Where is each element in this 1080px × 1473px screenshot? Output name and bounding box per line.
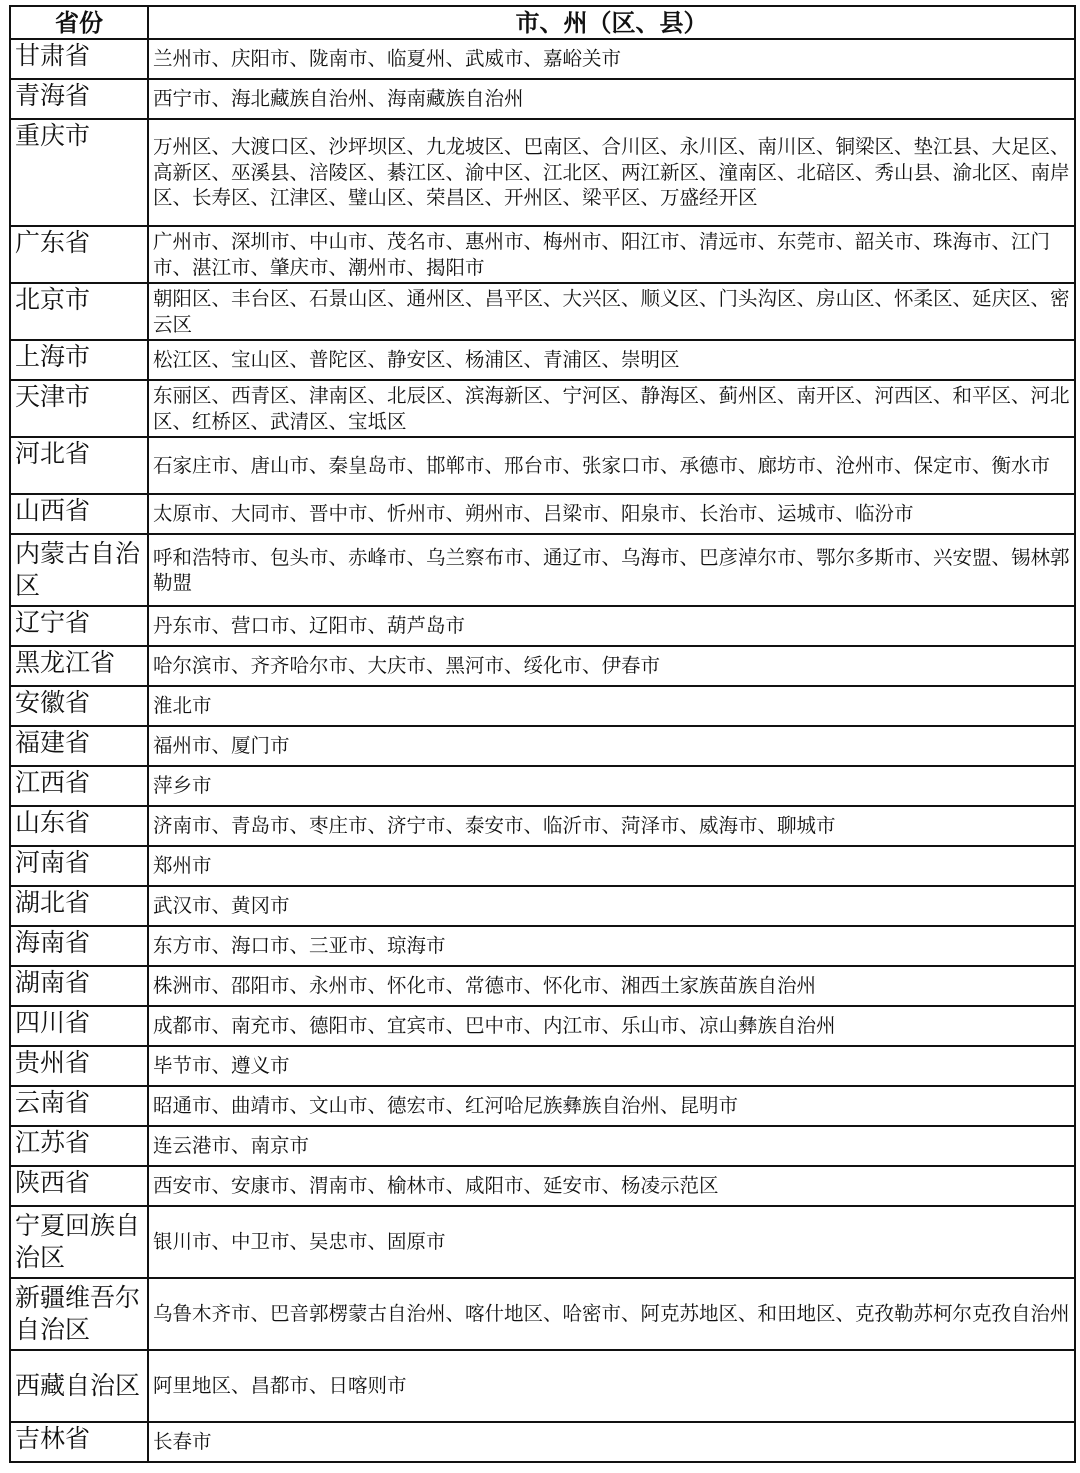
cities-cell: 呼和浩特市、包头市、赤峰市、乌兰察布市、通辽市、乌海市、巴彦淖尔市、鄂尔多斯市、兴安盟、锡林郭勒盟 xyxy=(148,534,1075,606)
table-row xyxy=(10,494,1075,534)
province-cell: 新疆维吾尔自治区 xyxy=(10,1278,148,1350)
table-row xyxy=(10,766,1075,806)
cities-cell: 昭通市、曲靖市、文山市、德宏市、红河哈尼族彝族自治州、昆明市 xyxy=(148,1086,1075,1126)
province-cell: 山东省 xyxy=(10,806,148,846)
cities-cell: 西宁市、海北藏族自治州、海南藏族自治州 xyxy=(148,79,1075,119)
province-cell: 湖南省 xyxy=(10,966,148,1006)
header-row xyxy=(10,6,1075,39)
cities-cell: 松江区、宝山区、普陀区、静安区、杨浦区、青浦区、崇明区 xyxy=(148,340,1075,380)
region-table xyxy=(9,5,1076,1463)
province-cell: 福建省 xyxy=(10,726,148,766)
table-row xyxy=(10,606,1075,646)
province-cell: 天津市 xyxy=(10,380,148,437)
table-row xyxy=(10,226,1075,283)
cities-cell: 株洲市、邵阳市、永州市、怀化市、常德市、怀化市、湘西土家族苗族自治州 xyxy=(148,966,1075,1006)
cities-cell: 武汉市、黄冈市 xyxy=(148,886,1075,926)
cities-cell: 济南市、青岛市、枣庄市、济宁市、泰安市、临沂市、菏泽市、威海市、聊城市 xyxy=(148,806,1075,846)
province-cell: 贵州省 xyxy=(10,1046,148,1086)
province-cell: 江苏省 xyxy=(10,1126,148,1166)
cities-cell: 万州区、大渡口区、沙坪坝区、九龙坡区、巴南区、合川区、永川区、南川区、铜梁区、垫江县、大足区、高新区、巫溪县、涪陵区、綦江区、渝中区、江北区、两江新区、潼南区、北碚区、秀山县、渝北区、南岸区、长寿区、江津区、璧山区、荣昌区、开州区、梁平区、万盛经开区 xyxy=(148,119,1075,226)
cities-cell: 石家庄市、唐山市、秦皇岛市、邯郸市、邢台市、张家口市、承德市、廊坊市、沧州市、保定市、衡水市 xyxy=(148,437,1075,494)
table-row xyxy=(10,646,1075,686)
table-row xyxy=(10,340,1075,380)
table-row xyxy=(10,1422,1075,1462)
table-row xyxy=(10,1278,1075,1350)
cities-cell: 东丽区、西青区、津南区、北辰区、滨海新区、宁河区、静海区、蓟州区、南开区、河西区、和平区、河北区、红桥区、武清区、宝坻区 xyxy=(148,380,1075,437)
table-row xyxy=(10,1126,1075,1166)
province-cell: 宁夏回族自治区 xyxy=(10,1206,148,1278)
table-row xyxy=(10,886,1075,926)
cities-cell: 成都市、南充市、德阳市、宜宾市、巴中市、内江市、乐山市、凉山彝族自治州 xyxy=(148,1006,1075,1046)
province-cell: 江西省 xyxy=(10,766,148,806)
province-cell: 云南省 xyxy=(10,1086,148,1126)
table-row xyxy=(10,39,1075,79)
table-row xyxy=(10,1350,1075,1422)
cities-cell: 兰州市、庆阳市、陇南市、临夏州、武威市、嘉峪关市 xyxy=(148,39,1075,79)
header-province: 省份 xyxy=(10,6,148,39)
cities-cell: 西安市、安康市、渭南市、榆林市、咸阳市、延安市、杨凌示范区 xyxy=(148,1166,1075,1206)
table-row xyxy=(10,534,1075,606)
province-cell: 四川省 xyxy=(10,1006,148,1046)
province-cell: 湖北省 xyxy=(10,886,148,926)
cities-cell: 乌鲁木齐市、巴音郭楞蒙古自治州、喀什地区、哈密市、阿克苏地区、和田地区、克孜勒苏柯尔克孜自治州 xyxy=(148,1278,1075,1350)
province-cell: 上海市 xyxy=(10,340,148,380)
cities-cell: 东方市、海口市、三亚市、琼海市 xyxy=(148,926,1075,966)
province-cell: 重庆市 xyxy=(10,119,148,226)
province-cell: 吉林省 xyxy=(10,1422,148,1462)
header-cities: 市、州（区、县） xyxy=(148,6,1075,39)
table-row xyxy=(10,79,1075,119)
table-row xyxy=(10,926,1075,966)
cities-cell: 毕节市、遵义市 xyxy=(148,1046,1075,1086)
cities-cell: 淮北市 xyxy=(148,686,1075,726)
table-row xyxy=(10,806,1075,846)
province-cell: 陕西省 xyxy=(10,1166,148,1206)
table-row xyxy=(10,966,1075,1006)
cities-cell: 郑州市 xyxy=(148,846,1075,886)
table-row xyxy=(10,1166,1075,1206)
province-cell: 山西省 xyxy=(10,494,148,534)
province-cell: 海南省 xyxy=(10,926,148,966)
table-row xyxy=(10,1046,1075,1086)
province-cell: 黑龙江省 xyxy=(10,646,148,686)
table-row xyxy=(10,283,1075,340)
cities-cell: 哈尔滨市、齐齐哈尔市、大庆市、黑河市、绥化市、伊春市 xyxy=(148,646,1075,686)
table-row xyxy=(10,686,1075,726)
province-cell: 辽宁省 xyxy=(10,606,148,646)
table-row xyxy=(10,1086,1075,1126)
province-cell: 广东省 xyxy=(10,226,148,283)
province-cell: 北京市 xyxy=(10,283,148,340)
table-row xyxy=(10,119,1075,226)
cities-cell: 连云港市、南京市 xyxy=(148,1126,1075,1166)
cities-cell: 丹东市、营口市、辽阳市、葫芦岛市 xyxy=(148,606,1075,646)
cities-cell: 萍乡市 xyxy=(148,766,1075,806)
table-row xyxy=(10,437,1075,494)
table-row xyxy=(10,380,1075,437)
cities-cell: 广州市、深圳市、中山市、茂名市、惠州市、梅州市、阳江市、清远市、东莞市、韶关市、珠海市、江门市、湛江市、肇庆市、潮州市、揭阳市 xyxy=(148,226,1075,283)
province-cell: 安徽省 xyxy=(10,686,148,726)
cities-cell: 长春市 xyxy=(148,1422,1075,1462)
cities-cell: 福州市、厦门市 xyxy=(148,726,1075,766)
table-row xyxy=(10,726,1075,766)
province-cell: 内蒙古自治区 xyxy=(10,534,148,606)
province-cell: 青海省 xyxy=(10,79,148,119)
table-row xyxy=(10,846,1075,886)
cities-cell: 银川市、中卫市、吴忠市、固原市 xyxy=(148,1206,1075,1278)
province-cell: 河南省 xyxy=(10,846,148,886)
cities-cell: 太原市、大同市、晋中市、忻州市、朔州市、吕梁市、阳泉市、长治市、运城市、临汾市 xyxy=(148,494,1075,534)
province-cell: 西藏自治区 xyxy=(10,1350,148,1422)
province-cell: 河北省 xyxy=(10,437,148,494)
cities-cell: 朝阳区、丰台区、石景山区、通州区、昌平区、大兴区、顺义区、门头沟区、房山区、怀柔区、延庆区、密云区 xyxy=(148,283,1075,340)
cities-cell: 阿里地区、昌都市、日喀则市 xyxy=(148,1350,1075,1422)
table-row xyxy=(10,1206,1075,1278)
table-row xyxy=(10,1006,1075,1046)
province-cell: 甘肃省 xyxy=(10,39,148,79)
